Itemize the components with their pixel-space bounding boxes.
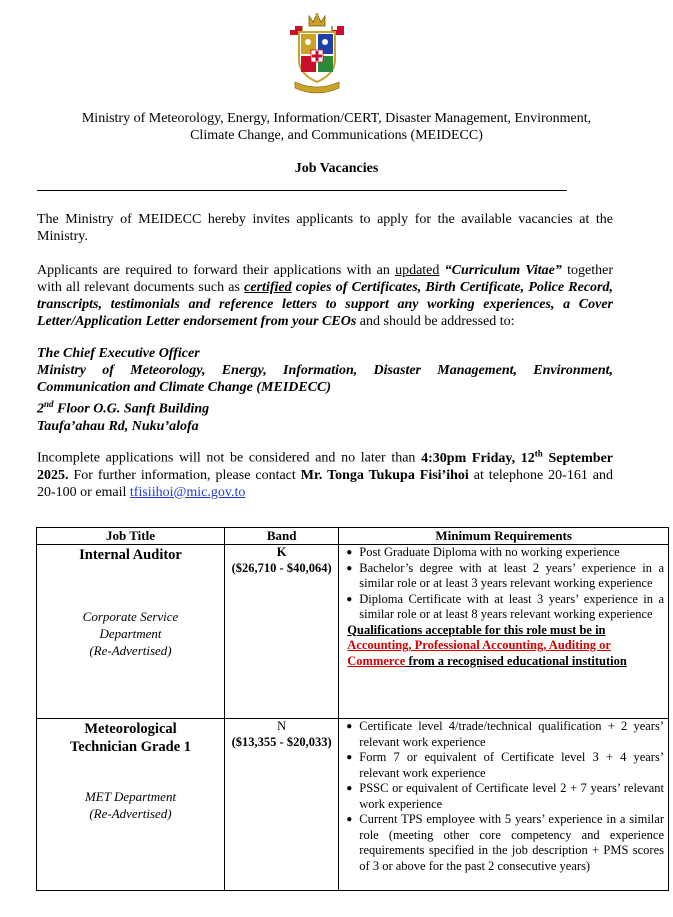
address-line-1: The Chief Executive Officer — [37, 346, 200, 361]
job-title-cell — [37, 545, 225, 719]
requirement-text: Current TPS employee with 5 years’ experience in a similar role (meeting other core competency and experience requirements specified in the job description + PMS scores of 3 or above for the past 2 consecutive years) — [359, 812, 664, 873]
list-item — [346, 560, 664, 592]
qualifications-fields: Accounting, Professional Accounting, Auditing or Commerce — [347, 638, 611, 668]
band-salary-range: ($13,355 - $20,033) — [231, 735, 332, 749]
deadline-paragraph — [37, 445, 613, 501]
job-department-line-2: Department — [99, 626, 162, 641]
deadline-text-3: at telephone 20-161 and 20-100 or email — [37, 467, 614, 500]
bullet-icon: ● — [346, 814, 353, 825]
intro-paragraph: The Ministry of MEIDECC hereby invites applicants to apply for the available vacancies at the Ministry. — [37, 212, 613, 244]
job-vacancies-table — [36, 527, 669, 891]
band-salary-range: ($26,710 - $40,064) — [231, 561, 332, 575]
list-item — [346, 719, 664, 750]
instructions-certified: certified — [244, 280, 292, 295]
requirements-cell — [339, 719, 669, 891]
header-job-title: Job Title — [37, 528, 225, 545]
list-item — [346, 781, 664, 812]
job-title-cell — [37, 719, 225, 891]
requirement-text: Form 7 or equivalent of Certificate level 3 + 4 years’ relevant work experience — [359, 750, 664, 780]
job-department-line-1: Corporate Service — [82, 609, 179, 624]
address-line-2: Ministry of Meteorology, Energy, Information, Disaster Management, Environment, — [37, 363, 613, 378]
address-floor-suffix: nd — [44, 399, 54, 409]
address-building: Floor O.G. Sanft Building — [53, 401, 210, 417]
band-code: K — [276, 545, 287, 559]
job-title-line-1: Meteorological — [84, 721, 177, 737]
job-title: Internal Auditor — [79, 547, 182, 563]
address-line-4 — [37, 396, 613, 418]
bullet-icon: ● — [346, 562, 353, 574]
page-title: Job Vacancies — [294, 161, 379, 176]
header-minimum-requirements: Minimum Requirements — [339, 528, 669, 545]
requirements-list — [339, 719, 668, 874]
requirements-list — [339, 545, 668, 623]
requirement-text: PSSC or equivalent of Certificate level 2 + 7 years’ relevant work experience — [359, 781, 664, 811]
address-floor-number: 2 — [37, 401, 44, 417]
deadline-text-2: For further information, please contact — [68, 467, 301, 483]
requirement-text: Diploma Certificate with at least 3 years’ experience in a similar role or at least 8 years relevant working experience — [359, 591, 664, 621]
deadline-text-1: Incomplete applications will not be considered and no later than — [37, 450, 422, 466]
instructions-documents: copies of Certificates, Birth Certificate, Police Record, transcripts, testimonials and reference letters to support any working experiences, a Cover Letter/Application Letter endorsement from your CEOs — [37, 280, 614, 329]
requirement-text: Bachelor’s degree with at least 2 years’ experience in a similar role or at least 3 years relevant working experience — [359, 560, 664, 590]
qualifications-note-tail: from a recognised educational institution — [405, 653, 627, 668]
job-status: (Re-Advertised) — [89, 806, 172, 821]
qualifications-note — [339, 623, 668, 670]
header-band: Band — [225, 528, 339, 545]
job-status: (Re-Advertised) — [89, 643, 172, 658]
list-item — [346, 591, 664, 623]
table-row — [37, 719, 669, 891]
requirements-cell — [339, 545, 669, 719]
table-header-row — [37, 528, 669, 545]
list-item — [346, 812, 664, 874]
bullet-icon: ● — [346, 547, 353, 558]
bullet-icon: ● — [346, 593, 353, 605]
job-title-line-2: Technician Grade 1 — [69, 739, 192, 755]
list-item — [346, 545, 664, 561]
mailing-address — [37, 345, 613, 435]
ministry-name — [40, 110, 633, 144]
requirement-text: Certificate level 4/trade/technical qualification + 2 years’ relevant work experience — [359, 719, 664, 749]
instructions-cv: “Curriculum Vitae” — [444, 263, 562, 278]
requirement-text: Post Graduate Diploma with no working experience — [359, 545, 620, 559]
instructions-text-3: and should be addressed to: — [356, 314, 515, 329]
instructions-updated: updated — [395, 263, 440, 278]
contact-person: Mr. Tonga Tukupa Fisi’ihoi — [300, 467, 469, 483]
deadline-date-b: September 2025. — [37, 450, 613, 483]
ministry-name-line-2: Climate Change, and Communications (MEIDECC) — [190, 128, 483, 143]
deadline-date-a: 4:30pm Friday, 12 — [421, 450, 535, 466]
band-cell — [225, 545, 339, 719]
deadline-date-suffix: th — [534, 448, 543, 458]
tonga-coat-of-arms-icon — [287, 12, 347, 98]
address-line-5: Taufa’ahau Rd, Nuku’alofa — [37, 418, 199, 434]
instructions-text-2: together with all relevant documents such as — [37, 263, 613, 295]
qualifications-note-lead: Qualifications acceptable for this role must be in — [347, 622, 606, 637]
instructions-text-1: Applicants are required to forward their applications with an — [37, 263, 396, 278]
band-code: N — [277, 719, 287, 733]
list-item — [346, 750, 664, 781]
band-cell — [225, 719, 339, 891]
bullet-icon: ● — [346, 783, 353, 794]
instructions-paragraph — [37, 262, 613, 330]
bullet-icon: ● — [346, 752, 353, 763]
job-department: MET Department — [84, 789, 177, 804]
table-row — [37, 545, 669, 719]
address-line-3: Communication and Climate Change (MEIDECC) — [37, 380, 332, 395]
ministry-name-line-1: Ministry of Meteorology, Energy, Information/CERT, Disaster Management, Environment, — [81, 111, 592, 126]
title-divider — [37, 190, 567, 191]
contact-email-link[interactable]: tfisiihoi@mic.gov.to — [129, 484, 246, 500]
bullet-icon: ● — [346, 721, 353, 732]
